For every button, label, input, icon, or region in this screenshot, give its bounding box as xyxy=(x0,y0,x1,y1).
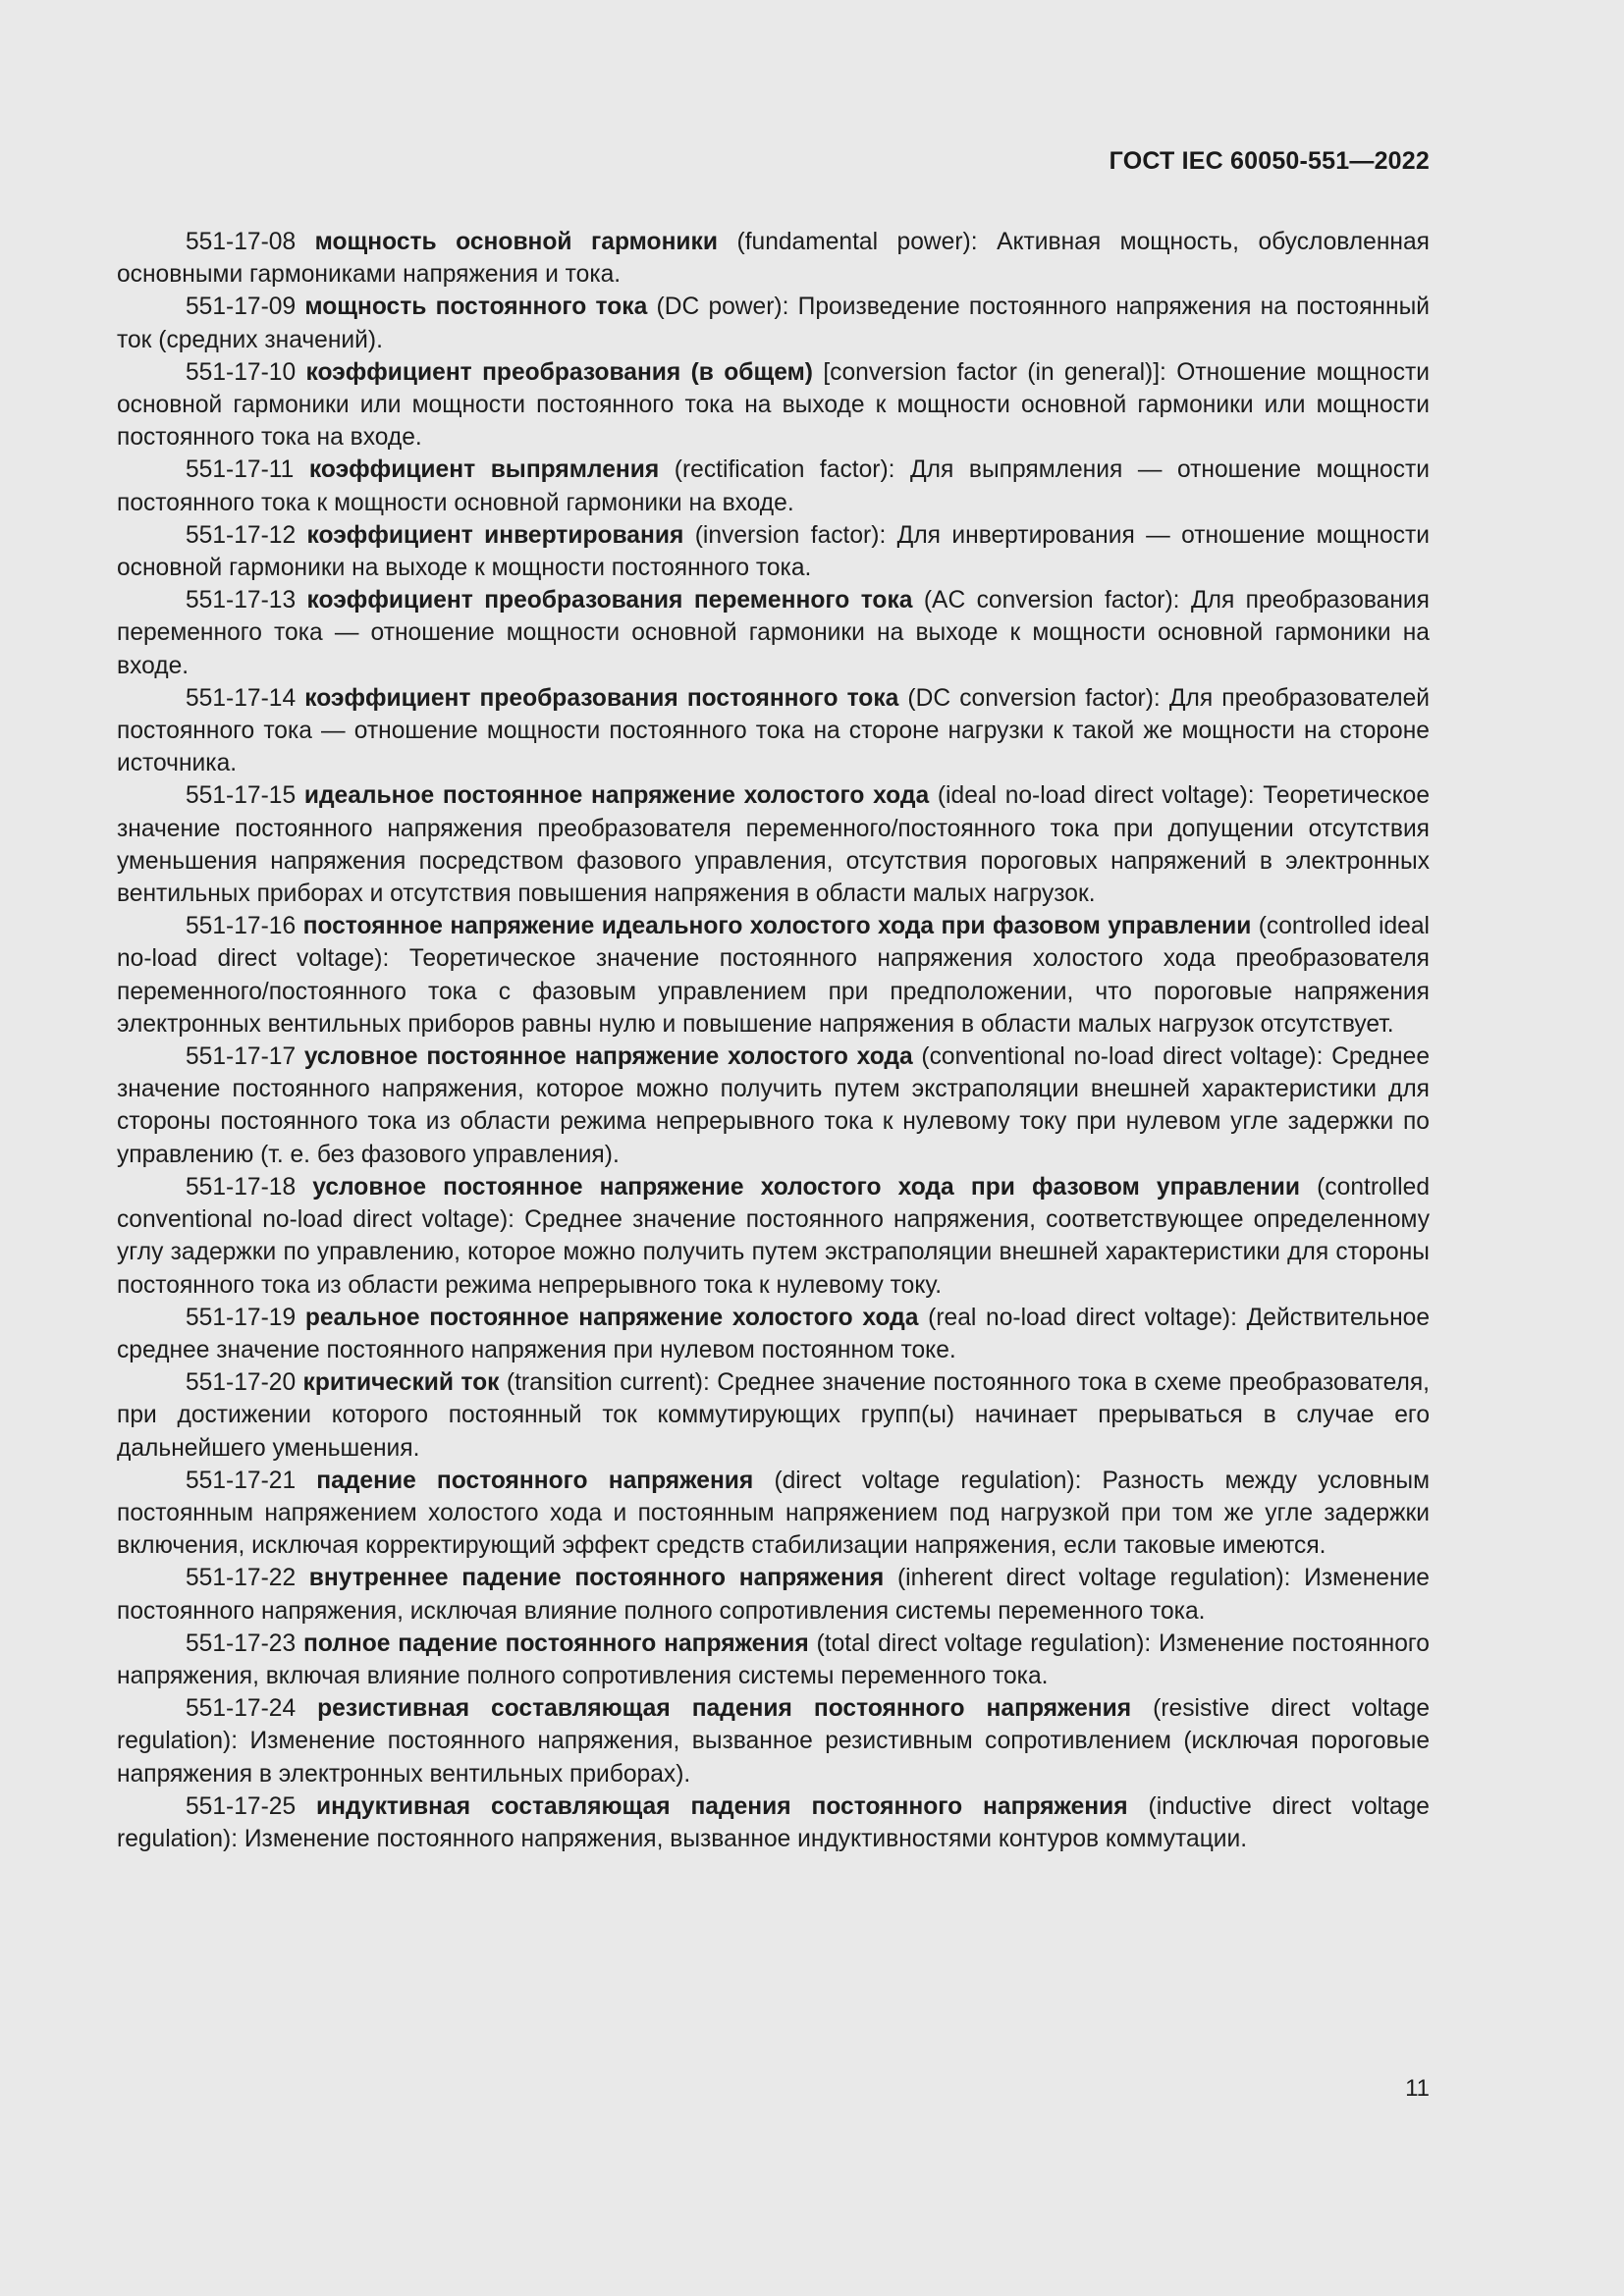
term-number: 551-17-25 xyxy=(186,1792,297,1820)
term-definition: (fundamental power): Активная мощность, обусловленная основными гармониками напряжения и тока. xyxy=(117,229,1430,289)
term-definition: (ideal no-load direct voltage): Теоретическое значение постоянного напряжения преобразователя переменного/постоянного тока при допущении отсутствия уменьшения напряжения посредством фазового управления, отсутствия пороговых напряжений в электронных вентильных приборах и отсутствия повышения напряжения в области малых нагрузок. xyxy=(117,782,1430,908)
term-definition: (total direct voltage regulation): Изменение постоянного напряжения, включая влияние полного сопротивления системы переменного тока. xyxy=(117,1629,1430,1689)
term-definition: (real no-load direct voltage): Действительное среднее значение постоянного напряжения при нулевом постоянном токе. xyxy=(117,1304,1431,1363)
term-entry xyxy=(117,454,1430,518)
term-title: условное постоянное напряжение холостого хода при фазовом управлении xyxy=(312,1173,1301,1201)
term-number: 551-17-13 xyxy=(186,587,297,614)
term-entry xyxy=(117,910,1430,1041)
term-title: коэффициент преобразования (в общем) xyxy=(305,358,813,386)
term-definition: (controlled conventional no-load direct voltage): Среднее значение постоянного напряжения, соответствующее определенному углу задержки по управлению, которое можно получить путем экстраполяции внешней характеристики для стороны постоянного тока из области режима непрерывного тока к нулевому току. xyxy=(117,1173,1430,1299)
term-definition: (inversion factor): Для инвертирования — отношение мощности основной гармоники на выходе к мощности постоянного тока. xyxy=(117,521,1430,582)
term-entry xyxy=(117,1171,1430,1302)
term-title: коэффициент преобразования постоянного тока xyxy=(304,684,899,712)
term-title: коэффициент выпрямления xyxy=(308,456,660,484)
term-definition: (DC power): Произведение постоянного напряжения на постоянный ток (средних значений). xyxy=(117,294,1430,353)
term-title: идеальное постоянное напряжение холостого хода xyxy=(303,782,930,810)
term-entry xyxy=(117,1302,1430,1366)
term-definition: (conventional no-load direct voltage): Среднее значение постоянного напряжения, которое можно получить путем экстраполяции внешней характеристики для стороны постоянного тока из области режима непрерывного тока к нулевому току при нулевом угле задержки по управлению (т. е. без фазового управления). xyxy=(117,1043,1430,1168)
term-definition: (rectification factor): Для выпрямления — отношение мощности постоянного тока к мощности основной гармоники на входе. xyxy=(117,456,1431,516)
term-number: 551-17-15 xyxy=(186,782,297,810)
page-number: 11 xyxy=(1405,2075,1430,2102)
term-entry xyxy=(117,584,1430,682)
term-title: мощность основной гармоники xyxy=(314,229,718,255)
term-number: 551-17-10 xyxy=(186,358,297,386)
term-definition: (inherent direct voltage regulation): Изменение постоянного напряжения, исключая влияние полного сопротивления системы переменного тока. xyxy=(117,1565,1430,1625)
term-title: мощность постоянного тока xyxy=(304,294,648,321)
term-entry xyxy=(117,1628,1430,1692)
term-number: 551-17-08 xyxy=(186,229,297,255)
term-definition: [conversion factor (in general)]: Отношение мощности основной гармоники или мощности постоянного тока на выходе к мощности основной гармоники или мощности постоянного тока на входе. xyxy=(117,358,1431,452)
term-entry xyxy=(117,1692,1430,1790)
term-title: внутреннее падение постоянного напряжения xyxy=(308,1565,885,1592)
term-number: 551-17-14 xyxy=(186,684,297,712)
term-number: 551-17-11 xyxy=(186,456,295,484)
term-entry xyxy=(117,519,1430,584)
term-number: 551-17-21 xyxy=(186,1467,297,1494)
term-entry xyxy=(117,1790,1430,1855)
term-entry xyxy=(117,226,1430,291)
terms-section xyxy=(117,226,1430,1855)
term-entry xyxy=(117,779,1430,910)
term-number: 551-17-17 xyxy=(186,1043,297,1071)
term-title: коэффициент преобразования переменного тока xyxy=(306,587,913,614)
term-definition: (direct voltage regulation): Разность между условным постоянным напряжением холостого хода и постоянным напряжением под нагрузкой при том же угле задержки включения, исключая корректирующий эффект средств стабилизации напряжения, если таковые имеются. xyxy=(117,1467,1430,1560)
term-number: 551-17-19 xyxy=(186,1304,297,1331)
term-title: условное постоянное напряжение холостого хода xyxy=(303,1043,913,1071)
document-header: ГОСТ IEC 60050-551—2022 xyxy=(1109,147,1430,175)
term-entry xyxy=(117,291,1430,355)
term-number: 551-17-09 xyxy=(186,294,297,321)
term-title: постоянное напряжение идеального холостого хода при фазовом управлении xyxy=(302,913,1252,940)
term-definition: (resistive direct voltage regulation): Изменение постоянного напряжения, вызванное резистивным сопротивлением (исключая пороговые напряжения в электронных вентильных приборах). xyxy=(117,1695,1431,1788)
term-title: критический ток xyxy=(302,1369,500,1397)
term-title: реальное постоянное напряжение холостого хода xyxy=(304,1304,919,1331)
term-number: 551-17-12 xyxy=(186,521,297,549)
term-number: 551-17-24 xyxy=(186,1695,297,1723)
term-title: падение постоянного напряжения xyxy=(316,1467,754,1494)
term-title: коэффициент инвертирования xyxy=(306,521,684,549)
term-entry xyxy=(117,1041,1430,1171)
term-title: резистивная составляющая падения постоянного напряжения xyxy=(317,1695,1132,1723)
term-entry xyxy=(117,1465,1430,1563)
term-number: 551-17-23 xyxy=(186,1629,297,1657)
term-definition: (controlled ideal no-load direct voltage): Теоретическое значение постоянного напряжения холостого хода преобразователя переменного/постоянного тока с фазовым управлением при предположении, что пороговые напряжения электронных вентильных приборов равны нулю и повышение напряжения в области малых нагрузок отсутствует. xyxy=(117,913,1430,1038)
term-title: полное падение постоянного напряжения xyxy=(302,1629,809,1657)
term-entry xyxy=(117,1366,1430,1465)
term-number: 551-17-20 xyxy=(186,1369,297,1397)
term-number: 551-17-16 xyxy=(186,913,297,940)
term-definition: (transition current): Среднее значение постоянного тока в схеме преобразователя, при достижении которого постоянный ток коммутирующих групп(ы) начинает прерываться в случае его дальнейшего уменьшения. xyxy=(117,1369,1430,1462)
term-definition: (DC conversion factor): Для преобразователей постоянного тока — отношение мощности постоянного тока на стороне нагрузки к такой же мощности на стороне источника. xyxy=(117,684,1430,777)
term-number: 551-17-18 xyxy=(186,1173,297,1201)
term-title: индуктивная составляющая падения постоянного напряжения xyxy=(316,1792,1128,1820)
term-definition: (AC conversion factor): Для преобразования переменного тока — отношение мощности основной гармоники на выходе к мощности основной гармоники на входе. xyxy=(117,587,1430,679)
term-number: 551-17-22 xyxy=(186,1565,297,1592)
term-entry xyxy=(117,1562,1430,1627)
term-entry xyxy=(117,356,1430,454)
term-definition: (inductive direct voltage regulation): Изменение постоянного напряжения, вызванное индуктивностями контуров коммутации. xyxy=(117,1792,1430,1852)
term-entry xyxy=(117,682,1430,780)
